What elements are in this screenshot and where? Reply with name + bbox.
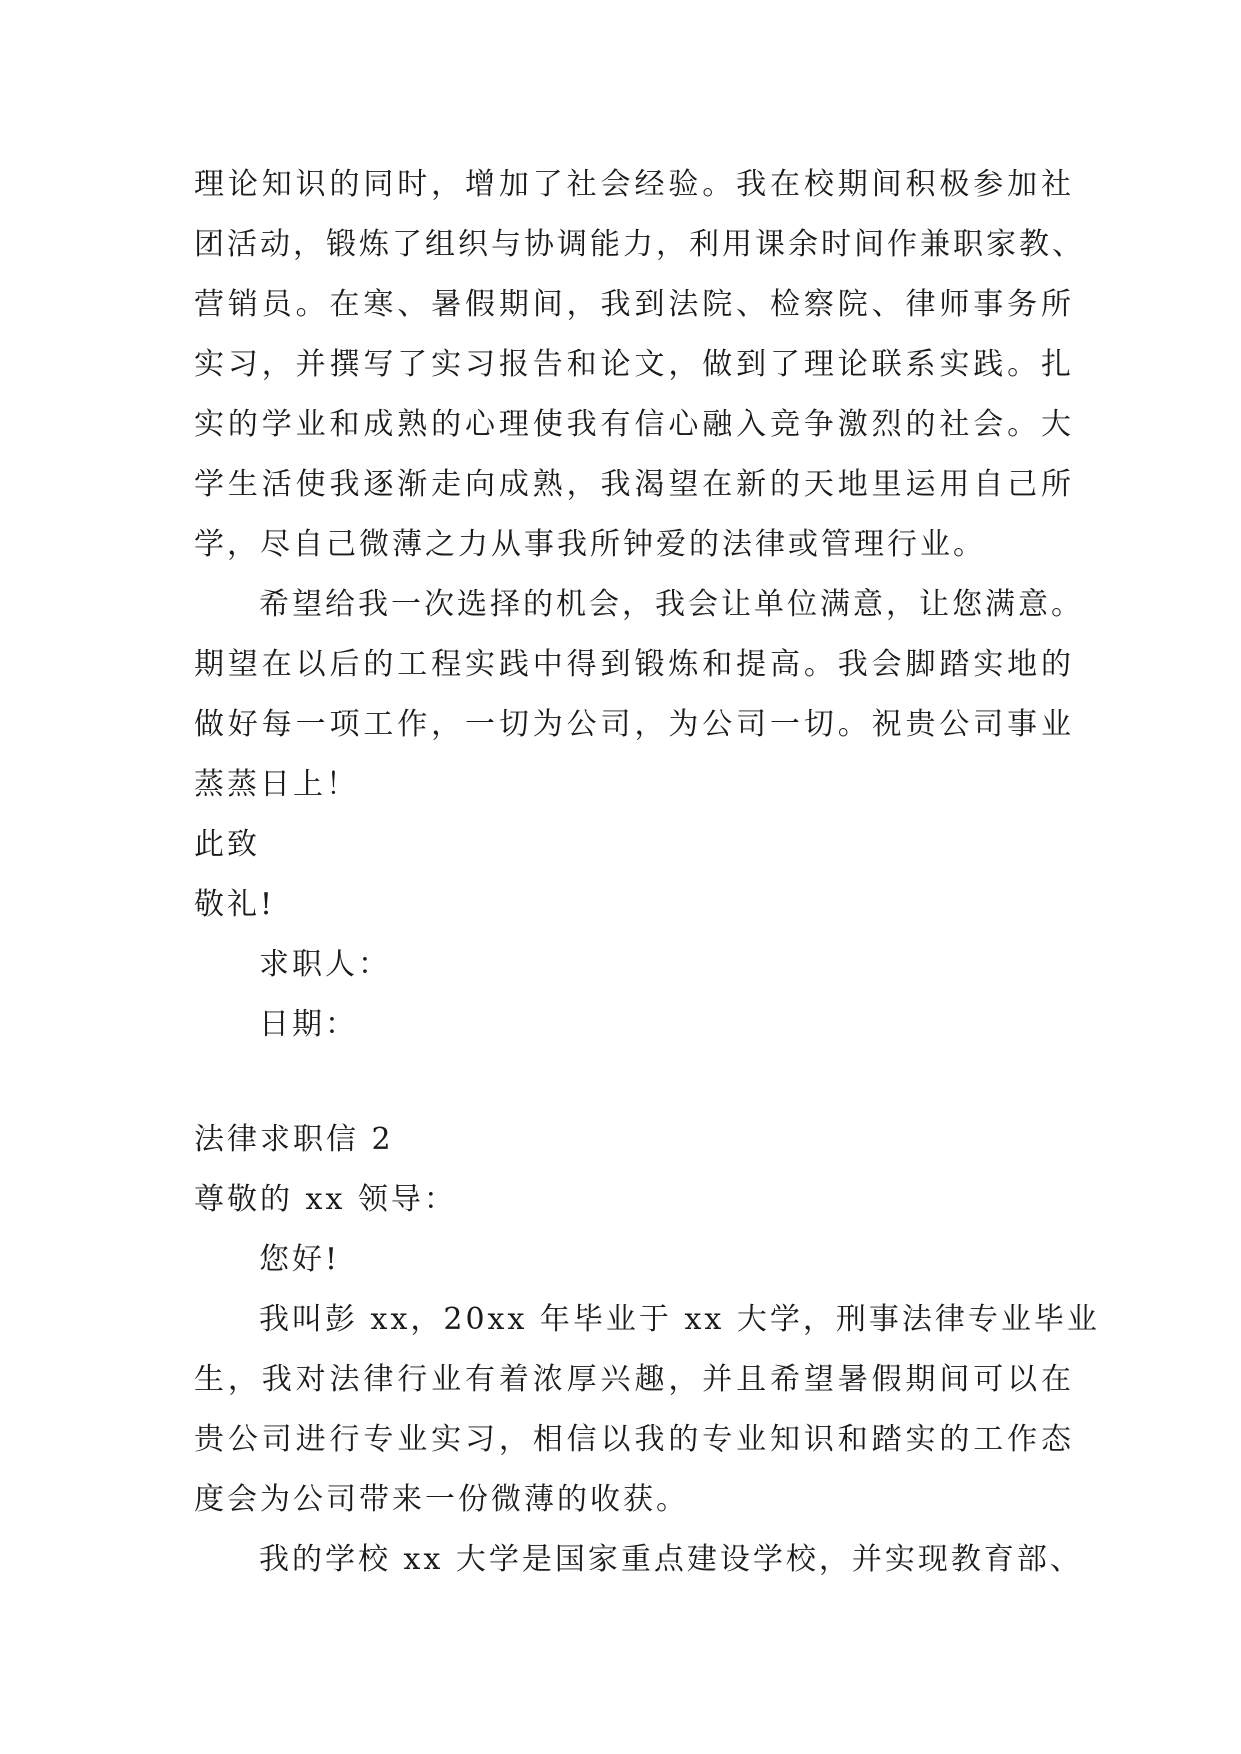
paragraph-line: 蒸蒸日上！	[194, 767, 359, 802]
paragraph-line: 做好每一项工作，一切为公司，为公司一切。祝贵公司事业	[194, 707, 1074, 742]
paragraph-line: 实习，并撰写了实习报告和论文，做到了理论联系实践。扎	[194, 347, 1074, 382]
paragraph-line: 团活动，锻炼了组织与协调能力，利用课余时间作兼职家教、	[194, 227, 1085, 262]
paragraph-line: 学，尽自己微薄之力从事我所钟爱的法律或管理行业。	[194, 527, 986, 562]
letter-title: 法律求职信 2	[194, 1122, 394, 1157]
closing-text: 此致	[194, 827, 260, 862]
paragraph-line: 期望在以后的工程实践中得到锻炼和提高。我会脚踏实地的	[194, 647, 1074, 682]
applicant-label: 求职人：	[259, 947, 391, 982]
paragraph-line: 理论知识的同时，增加了社会经验。我在校期间积极参加社	[194, 167, 1074, 202]
paragraph-line: 贵公司进行专业实习，相信以我的专业知识和踏实的工作态	[194, 1422, 1074, 1457]
date-label: 日期：	[259, 1007, 358, 1042]
paragraph-line: 生，我对法律行业有着浓厚兴趣，并且希望暑假期间可以在	[194, 1362, 1074, 1397]
paragraph-line: 希望给我一次选择的机会，我会让单位满意，让您满意。	[259, 587, 1084, 622]
paragraph-line: 营销员。在寒、暑假期间，我到法院、检察院、律师事务所	[194, 287, 1074, 322]
paragraph-line: 实的学业和成熟的心理使我有信心融入竞争激烈的社会。大	[194, 407, 1074, 442]
closing-salute: 敬礼!	[194, 887, 276, 922]
letter-salutation: 尊敬的 xx 领导：	[194, 1182, 457, 1217]
paragraph-line: 学生活使我逐渐走向成熟，我渴望在新的天地里运用自己所	[194, 467, 1074, 502]
paragraph-line: 度会为公司带来一份微薄的收获。	[194, 1482, 689, 1517]
letter-greeting: 您好!	[259, 1242, 341, 1277]
paragraph-line: 我的学校 xx 大学是国家重点建设学校，并实现教育部、	[259, 1542, 1083, 1577]
paragraph-line: 我叫彭 xx，20xx 年毕业于 xx 大学，刑事法律专业毕业	[259, 1302, 1100, 1337]
